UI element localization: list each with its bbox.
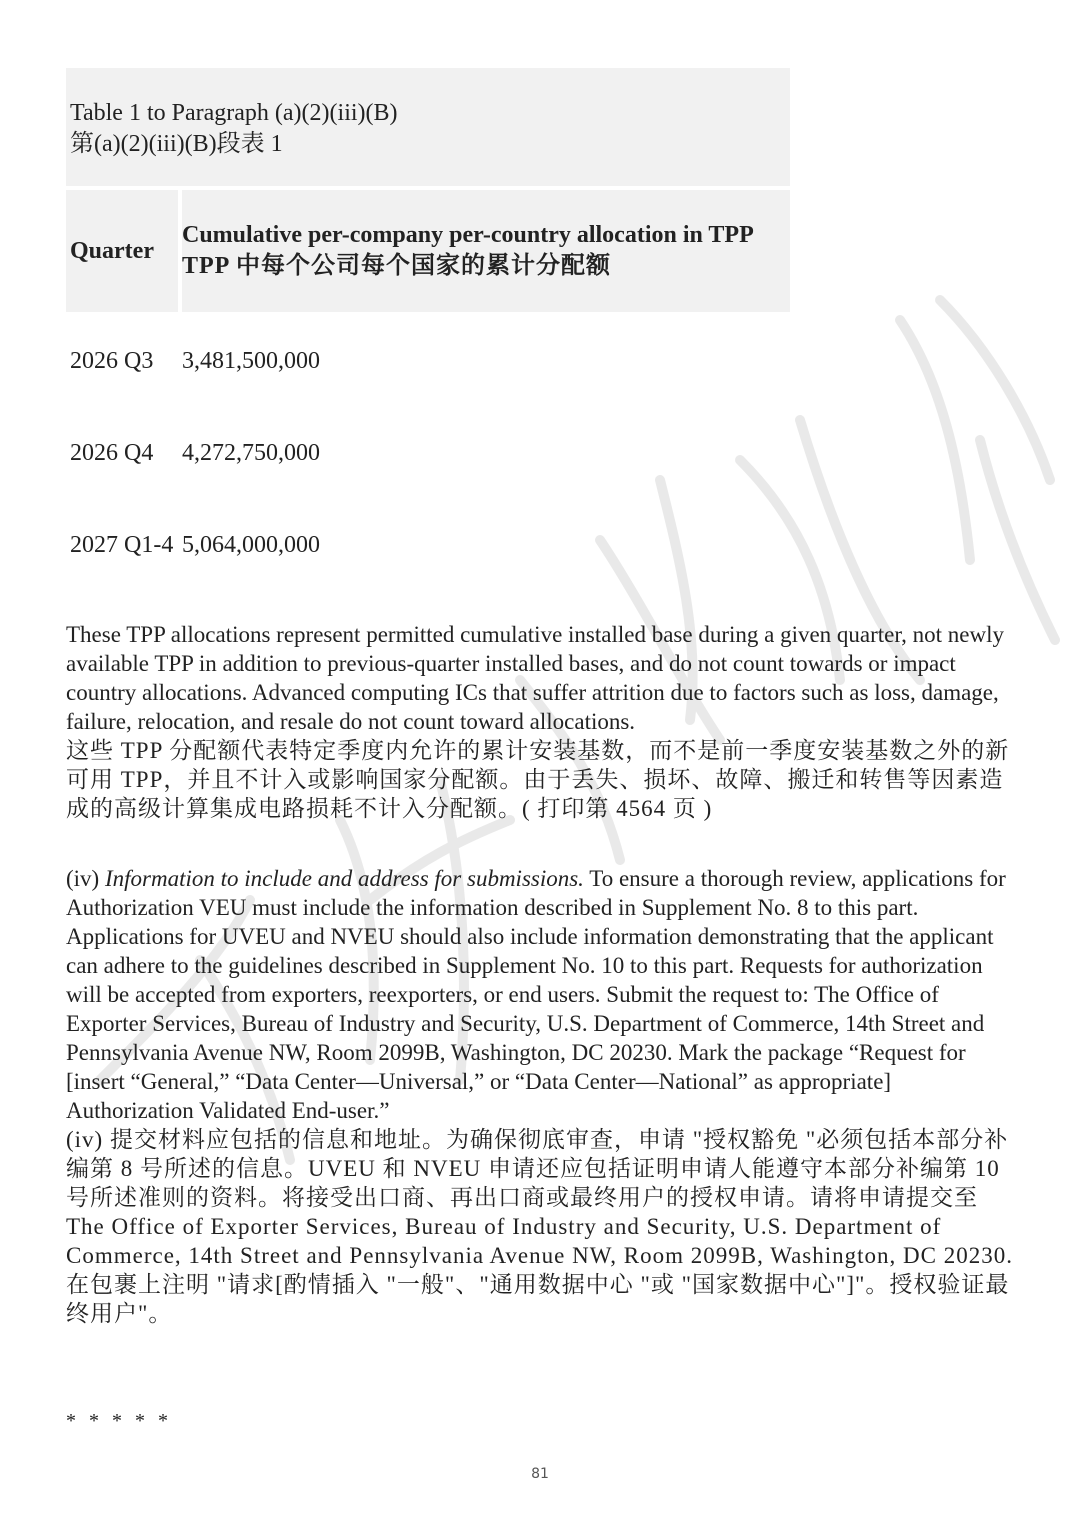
allocation-table [66,68,790,588]
table-row [66,312,790,404]
submission-prefix: (iv) [66,866,105,891]
submission-info [66,864,1016,1328]
row-quarter: 2026 Q3 [70,348,154,374]
submission-info-cn: (iv) 提交材料应包括的信息和地址。为确保彻底审查，申请 "授权豁免 "必须包括本部分补编第 8 号所述的信息。UVEU 和 NVEU 申请还应包括证明申请人能遵守本部分补编第 10 号所述准则的资料。将接受出口商、再出口商或最终用户的授权申请。请将申请提交至 The Office of Exporter Services, Bureau of Industry and Security, U.S. Department of Commerce, 14th Street and Pennsylvania Avenue NW, Room 2099B, Washington, DC 20230.在包裹上注明 "请求[酌情插入 "一般"、"通用数据中心 "或 "国家数据中心"]"。授权验证最终用户"。 [66,1127,1013,1326]
row-quarter: 2026 Q4 [70,440,154,466]
table-caption-cn: 第(a)(2)(iii)(B)段表 1 [70,131,283,157]
submission-body: To ensure a thorough review, applications for Authorization VEU must include the information described in Supplement No. 8 to this part. Applications for UVEU and NVEU should also include information demonstrating that the applicant can adhere to the guidelines described in Supplement No. 10 to this part. Requests for authorization will be accepted from exporters, reexporters, or end users. Submit the request to: The Office of Exporter Services, Bureau of Industry and Security, U.S. Department of Commerce, 14th Street and Pennsylvania Avenue NW, Room 2099B, Washington, DC 20230. Mark the package “Request for [insert “General,” “Data Center—Universal,” or “Data Center—National” as appropriate] Authorization Validated End-user.” [66,866,1006,1123]
row-value: 3,481,500,000 [182,348,320,374]
header-quarter: Quarter [66,190,178,312]
table-caption [66,68,790,186]
section-break-stars: * * * * * [66,1410,172,1432]
allocation-note [66,620,1016,823]
table-row [66,404,790,496]
submission-heading: Information to include and address for submissions. [104,866,584,891]
submission-info-en [66,864,1016,1125]
allocation-note-cn: 这些 TPP 分配额代表特定季度内允许的累计安装基数，而不是前一季度安装基数之外的新可用 TPP，并且不计入或影响国家分配额。由于丢失、损坏、故障、搬迁和转售等因素造成的高级计算集成电路损耗不计入分配额。( 打印第 4564 页 ) [66,738,1010,821]
header-allocation-cn: TPP 中每个公司每个国家的累计分配额 [182,253,612,279]
table-header-row [66,190,790,312]
table-row [66,496,790,588]
table-caption-en: Table 1 to Paragraph (a)(2)(iii)(B) [70,100,398,126]
allocation-note-en: These TPP allocations represent permitted cumulative installed base during a given quarter, not newly available TPP in addition to previous-quarter installed bases, and do not count towards or impact country allocations. Advanced computing ICs that suffer attrition due to factors such as loss, damage, failure, relocation, and resale do not count toward allocations. [66,622,1004,734]
header-allocation-en: Cumulative per-company per-country allocation in TPP [182,222,754,248]
row-value: 5,064,000,000 [182,532,320,558]
page-number: 81 [531,1466,549,1482]
header-allocation [182,190,790,312]
row-quarter: 2027 Q1-4 [70,532,174,558]
row-value: 4,272,750,000 [182,440,320,466]
